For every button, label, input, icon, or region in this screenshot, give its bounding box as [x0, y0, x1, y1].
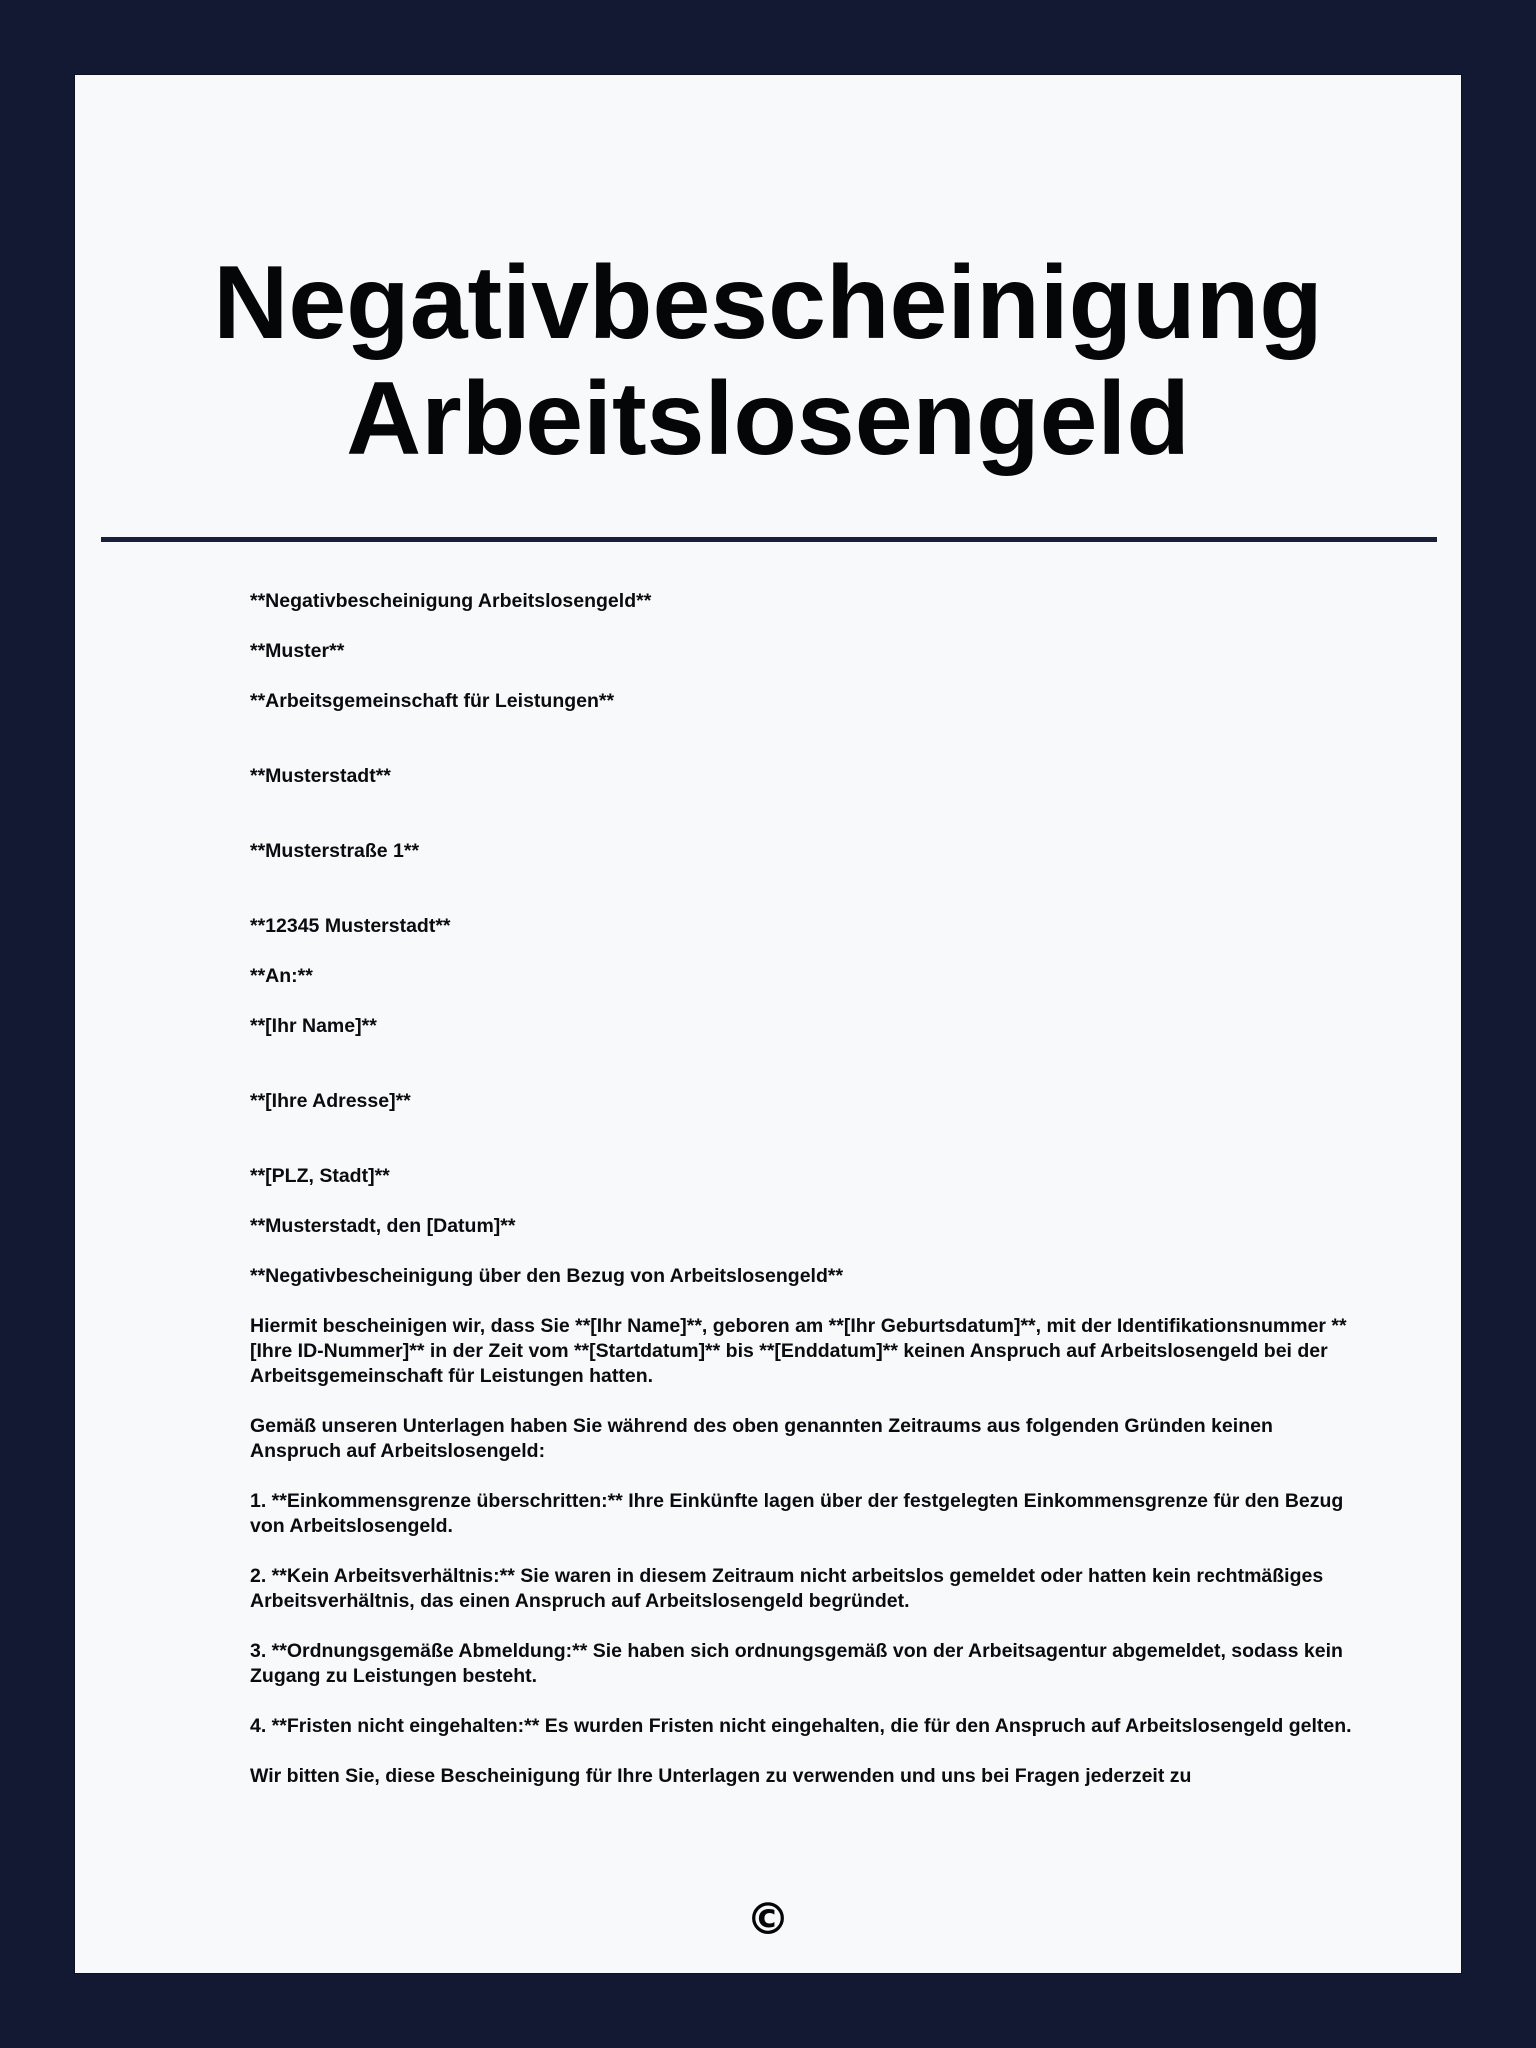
sender-zip-city: **12345 Musterstadt** [250, 915, 451, 937]
document-title [75, 245, 1461, 477]
title-divider [101, 537, 1437, 542]
recipient-name: **[Ihr Name]** [250, 1015, 377, 1037]
sender-organization: **Arbeitsgemeinschaft für Leistungen** [250, 690, 615, 712]
title-line-2: Arbeitslosengeld [346, 361, 1190, 477]
date-line: **Musterstadt, den [Datum]** [250, 1215, 516, 1237]
reason-item-4: 4. **Fristen nicht eingehalten:** Es wurden Fristen nicht eingehalten, die für den Anspruch auf Arbeitslosengeld gelten. [250, 1715, 1352, 1737]
document-body [250, 589, 1360, 1789]
copyright-icon: © [746, 1894, 790, 1945]
paragraph-2: Gemäß unseren Unterlagen haben Sie während des oben genannten Zeitraums aus folgenden Gründen keinen Anspruch auf Arbeitslosengeld: [250, 1415, 1273, 1462]
muster-label: **Muster** [250, 640, 345, 662]
title-line-1: Negativbescheinigung [213, 245, 1323, 361]
reason-item-1: 1. **Einkommensgrenze überschritten:** Ihre Einkünfte lagen über der festgelegten Einkommensgrenze für den Bezug von Arbeitslosengeld. [250, 1490, 1344, 1537]
recipient-zip-city: **[PLZ, Stadt]** [250, 1165, 390, 1187]
paragraph-1: Hiermit bescheinigen wir, dass Sie **[Ihr Name]**, geboren am **[Ihr Geburtsdatum]**, mit der Identifikationsnummer **[Ihre ID-Nummer]** in der Zeit vom **[Startdatum]** bis **[Enddatum]** keinen Anspruch auf Arbeitslosengeld bei der Arbeitsgemeinschaft für Leistungen hatten. [250, 1315, 1347, 1387]
recipient-address: **[Ihre Adresse]** [250, 1090, 411, 1112]
subject-line: **Negativbescheinigung über den Bezug von Arbeitslosengeld** [250, 1265, 844, 1287]
sender-street: **Musterstraße 1** [250, 840, 420, 862]
recipient-label: **An:** [250, 965, 313, 987]
reason-item-2: 2. **Kein Arbeitsverhältnis:** Sie waren in diesem Zeitraum nicht arbeitslos gemeldet oder hatten kein rechtmäßiges Arbeitsverhältnis, das einen Anspruch auf Arbeitslosengeld begründet. [250, 1565, 1324, 1612]
document-page [75, 75, 1461, 1973]
body-heading: **Negativbescheinigung Arbeitslosengeld** [250, 590, 652, 612]
reason-item-3: 3. **Ordnungsgemäße Abmeldung:** Sie haben sich ordnungsgemäß von der Arbeitsagentur abgemeldet, sodass kein Zugang zu Leistungen besteht. [250, 1640, 1343, 1687]
title-block [75, 75, 1461, 537]
sender-city: **Musterstadt** [250, 765, 391, 787]
closing-paragraph: Wir bitten Sie, diese Bescheinigung für Ihre Unterlagen zu verwenden und uns bei Fragen jederzeit zu [250, 1765, 1192, 1787]
